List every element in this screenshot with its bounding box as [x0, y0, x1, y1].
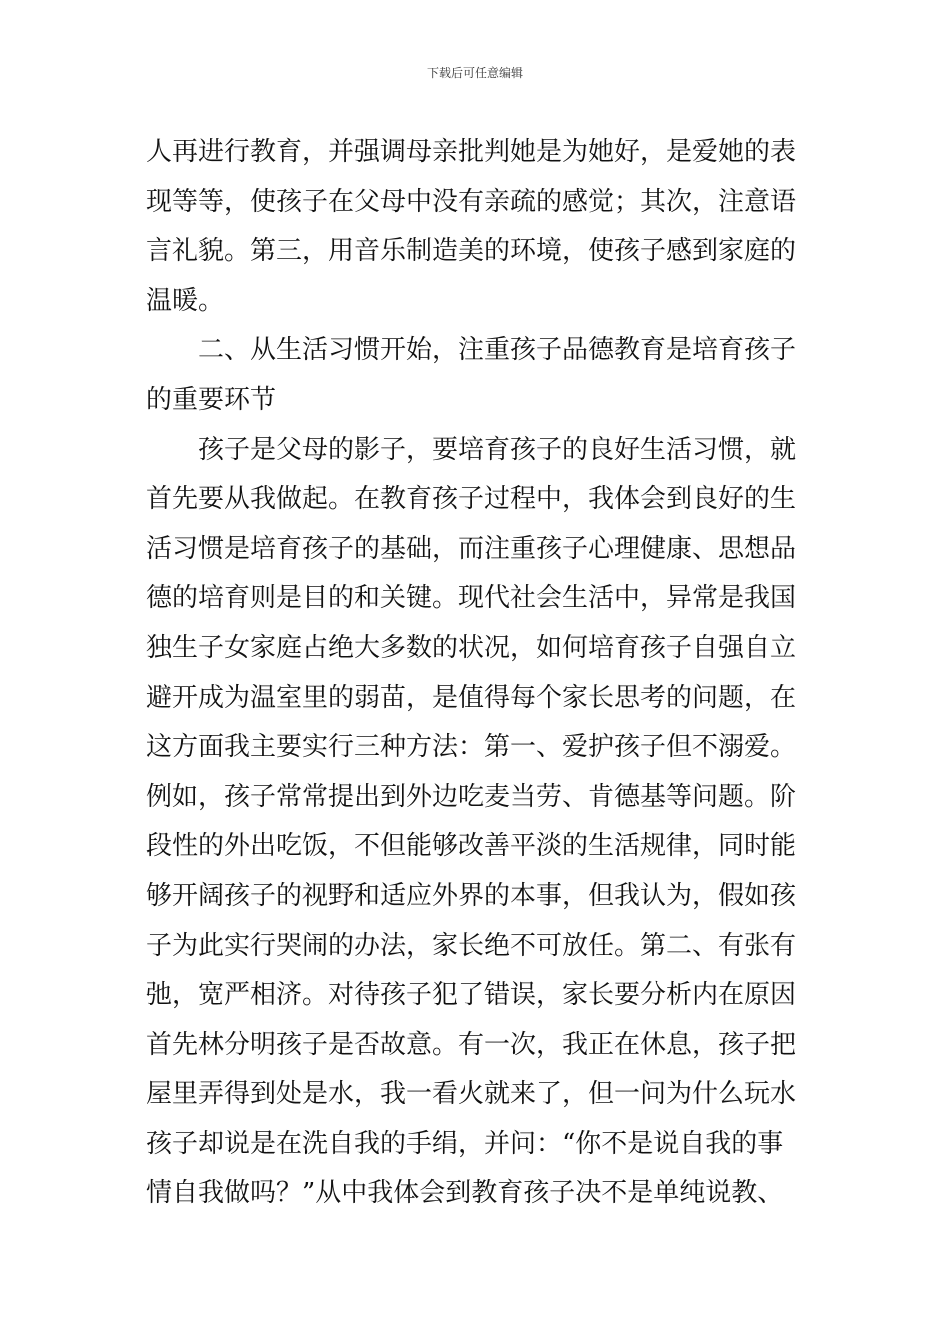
text-line: 首先要从我做起。在教育孩子过程中，我体会到良好的生: [146, 484, 797, 515]
text-line: 温暖。: [146, 285, 225, 316]
text-line: 子为此实行哭闹的办法，家长绝不可放任。第二、有张有: [146, 930, 797, 961]
section-heading-line: 的重要环节: [146, 384, 277, 415]
text-line: 独生子女家庭占绝大多数的状况，如何培育孩子自强自立: [146, 632, 797, 663]
text-line: 人再进行教育，并强调母亲批判她是为她好，是爱她的表: [146, 137, 797, 167]
text-line: 避开成为温室里的弱苗，是值得每个家长思考的问题，在: [146, 682, 797, 713]
text-line: 段性的外出吃饭，不但能够改善平淡的生活规律，同时能: [146, 831, 797, 862]
text-line: 言礼貌。第三，用音乐制造美的环境，使孩子感到家庭的: [146, 236, 797, 267]
document-body: [146, 128, 826, 1219]
page-header: 下载后可任意编辑: [426, 66, 523, 80]
text-line: 情自我做吗？”从中我体会到教育孩子决不是单纯说教、: [146, 1178, 784, 1209]
text-line: 活习惯是培育孩子的基础，而注重孩子心理健康、思想品: [146, 533, 797, 564]
section-heading-line: 二、从生活习惯开始，注重孩子品德教育是培育孩子: [198, 335, 797, 366]
text-line: 首先林分明孩子是否故意。有一次，我正在休息，孩子把: [146, 1029, 797, 1060]
text-line: 屋里弄得到处是水，我一看火就来了，但一问为什么玩水: [146, 1079, 797, 1110]
text-line: 德的培育则是目的和关键。现代社会生活中，异常是我国: [146, 583, 797, 614]
text-line: 够开阔孩子的视野和适应外界的本事，但我认为，假如孩: [146, 880, 797, 911]
text-line: 孩子是父母的影子，要培育孩子的良好生活习惯，就: [198, 434, 797, 465]
text-line: 弛，宽严相济。对待孩子犯了错误，家长要分析内在原因: [146, 980, 797, 1011]
text-line: 例如，孩子常常提出到外边吃麦当劳、肯德基等问题。阶: [146, 781, 797, 812]
text-line: 孩子却说是在洗自我的手绢，并问：“你不是说自我的事: [146, 1128, 784, 1159]
text-line: 这方面我主要实行三种方法：第一、爱护孩子但不溺爱。: [146, 732, 797, 763]
text-line: 现等等，使孩子在父母中没有亲疏的感觉；其次，注意语: [146, 186, 797, 217]
